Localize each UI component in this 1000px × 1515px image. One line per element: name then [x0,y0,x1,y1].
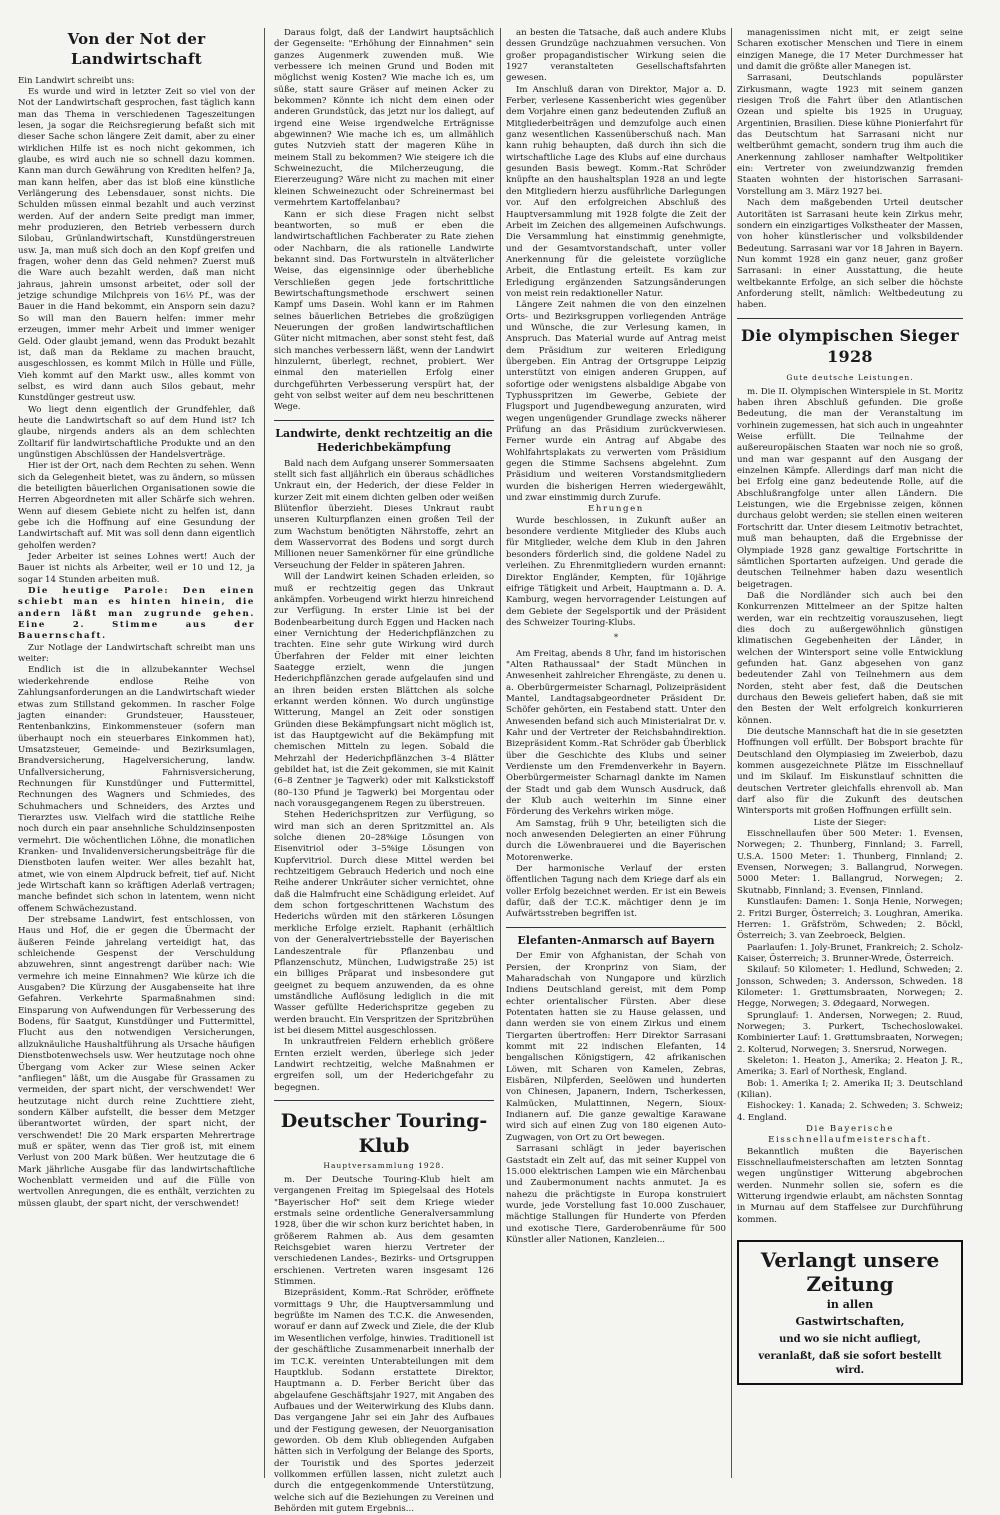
paragraph: Hier ist der Ort, nach dem Rechten zu sehen. Wenn sich da Gelegenheit bietet, was zu ändern, so müssen die beteiligten bäuerlichen Organisationen sowie die Herren Abgeordneten mit aller Schärfe sich wehren. Wenn auf diesem Gebiete nicht zu helfen ist, dann gebe ich die Hoffnung auf eine Gesundung der Landwirtschaft auf. Mit was soll denn dann eigentlich geholfen werden? [18,461,255,551]
paragraph: Im Anschluß daran von Direktor, Major a. D. Ferber, verlesene Kassenbericht wies gegenüber dem Vorjahre einen ganz bedeutenden Zufluß an Mitgliederbeiträgen und demzufolge auch einen ganz wesentlichen Kassenüberschuß nach. Man kann ruhig behaupten, daß durch ihn sich die wirtschaftliche Lage des Klubs auf eine durchaus gesunden Basis bewegt. Komm.-Rat Schröder knüpfte an den haushaltsplan 1928 an und legte den Mitgliedern hierzu ausführliche Darlegungen vor. Auf den erfolgreichen Abschluß des Hauptversammlung mit 1928 folgte die Zeit der Arbeit im Zeichen des allgemeinen Aufschwungs. Die Versammlung hat einstimmig genehmigte, und der Gesamtvorstandschaft, unter voller Anerkennung für die geleistete vorzügliche Arbeit, die Entlastung erteilt. Es kam zur Erledigung ergänzenden Satzungsänderungen von meist rein redaktioneller Natur. [506,84,726,299]
paragraph: Endlich ist die in allzubekannter Wechsel wiederkehrende endlose Reihe von Zahlungsanforderungen an die Landwirtschaft wieder etwas zum Stillstand gekommen. In rascher Folge jagten einander: Grundsteuer, Haussteuer, Rentenbankzins, Einkommensteuer (sofern man überhaupt noch ein steuerbares Einkommen hat), Umsatzsteuer, Gemeinde- und Bezirksumlagen, Brandversicherung, Hagelversicherung, landw. Unfallversicherung, Fahrnisversicherung, Rechnungen für Kunstdünger und Futtermittel, Rechnungen des Wagners und Schmiedes, des Schuhmachers und Schneiders, des Arztes und Tierarztes usw. Vielfach wird die stattliche Reihe noch durch ein paar ansehnliche Schuldzinsenposten vermehrt. Die wöchentlichen Löhne, die monatlichen Kranken- und Invalidenversicherungsbeiträge für die Dienstboten laufen weiter. Wer alles bezahlt hat, atmet, wie von einem Alpdruck befreit, tief auf. Nicht jede Wirtschaft kann so kräftigen Aderlaß vertragen; manche befindet sich schon in latentem, wenn nicht offenem Schwächezustand. [18,665,255,914]
paragraph: Nach dem maßgebenden Urteil deutscher Autoritäten ist Sarrasani heute kein Zirkus mehr, sondern ein einzigartiges Volkstheater der Massen, von hoher künstlerischer und volksbildender Bedeutung. Sarrasani war vor 18 Jahren in Bayern. Nun kommt 1928 ein ganz neuer, ganz großer Sarrasani: in einer Ausstattung, die heute weltbekannte Erfolge, an sich selber die höchste Anforderung stellt, nämlich: Weltbedeutung zu haben. [737,198,963,311]
result-item: Kunstlaufen: Damen: 1. Sonja Henie, Norwegen; 2. Fritzi Burger, Österreich; 3. Loughran, Amerika. Herren: 1. Gräfström, Schweden; 2. Böckl, Österreich; 3. van Zeebroeck, Belgien. [737,897,963,942]
paragraph: Daraus folgt, daß der Landwirt hauptsächlich der Gegenseite: "Erhöhung der Einnahmen" sein ganzes Augenmerk zuwenden muß. Wie verbessere ich meinen Grund und Boden mit möglichst wenig Kosten? Wie mache ich es, um süße, statt saure Gräser auf meinen Acker zu bekommen? Könnte ich nicht dem einen oder anderen Grundstück, das jetzt nur los daliegt, auf irgend eine Weise irgendwelche Erträgnisse abgewinnen? Wie mache ich es, um allmählich gutes Nutzvieh statt der mageren Kühe in meinem Stall zu bekommen? Wie steigere ich die Schweinezucht, die Milcherzeugung, die Eiererzeugung? Wäre nicht zu machen mit einer kleinen Schweinezucht oder Schreinermast bei vermehrtem Kartoffelanbau? [274,28,494,209]
section-divider [737,318,963,319]
paragraph: Daß die Nordländer sich auch bei den Konkurrenzen Mittelmeer an der Spitze halten werden, war ein rechtzeitig vorauszusehen, liegt dies doch zu außergewöhnlich günstigen klimatischen Gegebenheiten der Länder, in welchen der Wintersport seine volle Entwicklung gefunden hat. Ganz abgesehen von ganz bedeutender Zahl von Teilnehmern aus dem Norden, steht aber fest, daß die Deutschen durchaus den Beweis geliefert haben, daß sie mit den Besten der Welt erfolgreich konkurrieren können. [737,590,963,726]
article-subtitle: Hauptversammlung 1928. [323,1161,445,1171]
result-item: Paarlaufen: 1. Joly-Brunet, Frankreich; 2. Scholz-Kaiser, Österreich; 3. Brunner-Wrede, Österreich. [737,942,963,964]
result-item: Sprunglauf: 1. Andersen, Norwegen; 2. Ruud, Norwegen; 3. Purkert, Tschechoslowakei. Kombinierter Lauf: 1. Grøttumsbraaten, Norwegen; 2. Kolterud, Norwegen; 3. Snersrud, Norwegen. [737,1010,963,1055]
ad-line: Gastwirtschaften, [795,1314,905,1328]
result-item: Skilauf: 50 Kilometer: 1. Hedlund, Schweden; 2. Jonsson, Schweden; 3. Andersson, Schweden. 18 Kilometer: 1. Grøttumsbraaten, Norwegen; 2. Hegge, Norwegen; 3. Ødegaard, Norwegen. [737,965,963,1010]
winners-list-heading: Liste der Sieger: [813,817,887,828]
result-item: Eisschnellaufen über 500 Meter: 1. Evensen, Norwegen; 2. Thunberg, Finnland; 3. Farrell, U.S.A. 1500 Meter: 1. Thunberg, Finnland; 2. Evensen, Norwegen; 3. Ballangrud, Norwegen. 5000 Meter: 1. Ballangrud, Norwegen; 2. Skutnabb, Finnland; 3. Evensen, Finnland. [737,829,963,896]
ad-line: in allen [826,1298,874,1312]
column-4 [737,28,963,1478]
ad-line: veranlaßt, daß sie sofort bestellt wird. [758,1351,942,1376]
paragraph: Sarrasani, Deutschlands populärster Zirkusmann, wagte 1923 mit seinem ganzen riesigen Troß die Fahrt über den Atlantischen Ozean und spielte bis 1925 in Uruguay, Argentinien, Brasilien. Diese kühne Pionierfahrt für das Deutschtum hat Sarrasani nicht nur weltberühmt gemacht, sondern trug ihm auch die Anerkennung zahlloser namhafter Weltpolitiker ein: Vertreter von zweiundzwanzig fremden Staaten wohnten der historischen Sarrasani-Vorstellung am 3. März 1927 bei. [737,73,964,197]
result-item: Eishockey: 1. Kanada; 2. Schweden; 3. Schweiz; 4. England. [737,1101,963,1123]
column-divider [264,28,265,1478]
section-divider [274,420,494,421]
paragraph: m. Die II. Olympischen Winterspiele in St. Moritz haben ihren Abschluß gefunden. Die große Bedeutung, die man der Veranstaltung im vorhinein zugemessen, hat sich auch in ungeahnter Weise erfüllt. Die Teilnahme der außereuropäischen Staaten war noch nie so groß, und man war gespannt auf den Ausgang der einzelnen Kämpfe. Allerdings darf man nicht die bei Erfolg eine ganz bedeutende Rolle, auf die Abschlußrangfolge unter allen Ländern. Die Leistungen, wie die Ergebnisse zeigen, können durchaus gelobt werden; sie stellen einen weiteren Fortschritt dar. Unter diesem Leitmotiv betrachtet, muß man behaupten, daß die Ergebnisse der Olympiade 1928 ganz gewaltige Fortschritte in sämtlichen Sportarten aufzeigen. Und gerade die deutschen Teilnehmer haben dazu wesentlich beigetragen. [737,386,963,590]
column-3 [506,28,726,1478]
article-title-landwirtschaft: Von der Not der Landwirtschaft [67,30,206,68]
separator-star: * [613,633,619,644]
column-divider [731,28,732,1478]
article-title-hederich: Landwirte, denkt rechtzeitig an die Hederichbekämpfung [275,426,493,455]
column-1 [18,28,255,1478]
section-divider [274,1100,494,1101]
advertisement-box [737,1240,963,1385]
article-title-touring-klub: Deutscher Touring-Klub [280,1109,488,1158]
paragraph: In unkrautfreien Feldern erheblich größere Ernten erzielt werden, überlege sich jeder Landwirt rechtzeitig, welche Maßnahmen er ergreifen soll, um der Hederichgefahr zu begegnen. [274,1037,494,1093]
article-subtitle: Gute deutsche Leistungen. [786,372,914,382]
column-divider [500,28,501,1478]
paragraph: Sarrasani schlägt in jeder bayerischen Gaststadt ein Zelt auf, das mit seiner Kuppel von 15.000 elektrischen Lampen wie ein Märchenbau und Zaubermonument nachts anmutet. Ja es nahezu die prächtigste in Europa konstruiert wurde, jede Vorstellung fast 10.000 Zuschauer, mächtige Stallungen für Hunderte von Pferden und exotische Tiere, Garderobenräume für 500 Künstler aller Nationen, Kanzleien... [506,1144,726,1245]
paragraph: Bizepräsident, Komm.-Rat Schröder, eröffnete vormittags 9 Uhr, die Hauptversammlung und begrüßte im Namen des T.C.K. die Anwesenden, worauf er dann auf Zweck und Ziele, die der Klub im Wesentlichen verfolge, hinwies. Traditionell ist der geschäftliche Zusammenarbeit innerhalb der im T.C.K. vereinten Unterabteilungen mit dem Hauptklub. Sodann erstattete Direktor, Hauptmann a. D. Ferber Bericht über das abgelaufene Geschäftsjahr 1927, mit Angaben des Aufbaues und der Weiterwirkung des Klubs dann. Das vergangene Jahr sei ein Jahr des Aufbaues und der Festigung gewesen, der Neuorganisation geworden. Ob dem Klub obliegenden Aufgaben hätten sich in Verfolgung der Belange des Sports, der Touristik und des Sportes jederzeit vollkommen erfüllen lassen, nicht zuletzt auch durch die entgegenkommende Unterstützung, welche sich auf die Beziehungen zu Vereinen und Behörden mit gutem Ergebnis... [274,1288,494,1514]
paragraph: Jeder Arbeiter ist seines Lohnes wert! Auch der Bauer ist nichts als Arbeiter, weil er 10 und 12, ja sogar 14 Stunden arbeiten muß. [18,552,255,585]
paragraph: Wo liegt denn eigentlich der Grundfehler, daß heute die Landwirtschaft so auf dem Hund ist? Ich glaube, nirgends anders als an dem schlechten Zolltarif für landwirtschaftliche Produkte und an den ungünstigen Abschlüssen der Handelsverträge. [18,404,255,460]
paragraph: Zur Notlage der Landwirtschaft schreibt man uns weiter: [18,642,255,665]
paragraph: Am Samstag, früh 9 Uhr, beteiligten sich die noch anwesenden Delegierten an einer Führung durch die Löwenbrauerei und die Bayerischen Motorenwerke. [506,818,726,863]
meisterschaft-heading: Die Bayerische Eisschnellaufmeisterschaft. [768,1124,932,1146]
result-item: Bob: 1. Amerika I; 2. Amerika II; 3. Deutschland (Kilian). [737,1078,963,1101]
article-intro: Ein Landwirt schreibt uns: [18,75,135,86]
paragraph: Will der Landwirt keinen Schaden erleiden, so muß er rechtzeitig gegen das Unkraut ankämpfen. Vorbeugend wirkt hierzu hinreichend zur Verfügung. In erster Linie ist bei der Bodenbearbeitung durch Eggen und Hacken nach einer Vernichtung der Hederichpflänzchen zu trachten. Eine sehr gute Wirkung wird durch Überfahren der Felder mit einer leichten Saategge erzielt, wenn die jungen Hederichpflänzchen gerade aufgelaufen sind und an ihren beiden ersten Blättchen als solche erkannt werden können. Wo durch ungünstige Witterung, Mangel an Zeit oder sonstigen Gründen diese Bekämpfungsart nicht möglich ist, ist das Hauptgewicht auf die Bekämpfung mit chemischen Mitteln zu legen. Sobald die Mehrzahl der Hederichpflänzchen 3–4 Blätter gebildet hat, ist die Zeit gekommen, sie mit Kainit (6–8 Zentner je Tagwerk) oder mit Kalkstickstoff (80–130 Pfund je Tagwerk) bei Morgentau oder nach vorausgegangenem Regen zu überstreuen. [274,572,494,810]
paragraph: m. Der Deutsche Touring-Klub hielt am vergangenen Freitag im Spiegelsaal des Hotels "Bayerischer Hof" seit dem Kriege wieder erstmals seine ordentliche Generalversammlung 1928, über die wir schon kurz berichtet haben, in größerem Rahmen ab. Aus dem gesamten Reichsgebiet waren hierzu Vertreter der verschiedenen Landes-, Bezirks- und Ortsgruppen erschienen. Vertreten waren insgesamt 126 Stimmen. [274,1175,494,1288]
paragraph: Wurde beschlossen, in Zukunft außer an besondere verdiente Mitglieder des Klubs auch für Mitglieder, welche dem Klub in den Jahren besonders förderlich sind, die goldene Nadel zu verleihen. Zu Ehrenmitgliedern wurden ernannt: Direktor Engländer, Kempten, für 10jährige eifrige Tätigkeit und Arbeit, Hauptmann a. D. A. Kamburg, wegen hervorragender Leistungen auf dem Gebiete der Segelsportik und der Präsident des Schweizer Touring-Klubs. [506,515,726,628]
ehrungen-heading: Ehrungen [588,504,644,515]
ad-line: und wo sie nicht aufliegt, [779,1334,921,1346]
paragraph: Kann er sich diese Fragen nicht selbst beantworten, so muß er eben die landwirtschaftlichen Fachberater zu Rate ziehen oder Nachbarn, die als rationelle Landwirte bekannt sind. Das Fortwursteln in altväterlicher Weise, das eigensinnige oder überhebliche Verschließen gegen jede fortschrittliche Bewirtschaftungsmethode erschwert seinen Kampf ums Dasein. Wohl kann er im Rahmen seines bäuerlichen Betriebes die großzügigen Neuerungen der großen landwirtschaftlichen Güter nicht mitmachen, aber sonst steht fest, daß sich manches verbessern läßt, wenn der Landwirt hinzulernt, überlegt, rechnet, probiert. Wer einmal den materiellen Erfolg einer durchgeführten Verbesserung verspürt hat, der geht von selbst weiter auf dem neu beschrittenen Wege. [274,209,494,413]
paragraph: Am Freitag, abends 8 Uhr, fand im historischen "Alten Rathaussaal" der Stadt München in Anwesenheit zahlreicher Ehrengäste, zu denen u. a. Oberbürgermeister Scharnagl, Polizeipräsident Mantel, Landtagsabgeordneter Präsident Dr. Schöfer gehörten, ein Festabend statt. Unter den Anwesenden befand sich auch Ministerialrat Dr. v. Kahr und der Vertreter der Reichsbahndirektion. Bizepräsident Komm.-Rat Schröder gab Überblick über die Geschichte des Klubs und seiner Verdienste um den Fremdenverkehr in Bayern. Oberbürgermeister Scharnagl dankte im Namen der Stadt und gab dem Wunsch Ausdruck, daß der Klub auch weiterhin im Sinne einer Förderung des Verkehrs wirken möge. [506,648,726,818]
paragraph: Es wurde und wird in letzter Zeit so viel von der Not der Landwirtschaft gesprochen, fast täglich kann man das Thema in verschiedenen Tageszeitungen lesen, ja sogar die Reichsregierung befaßt sich mit dieser Sache schon längere Zeit damit, aber zu einer wirklichen Hilfe ist es noch nicht gekommen, ich glaube, es wird auch nie so schnell dazu kommen. Kann man durch Gewährung von Krediten helfen? Ja, man kann helfen, aber das ist bloß eine künstliche Verlängerung des Lebensdauer, sonst nichts. Die Schulden müssen einmal bezahlt und auch verzinst werden. Auf der andern Seite predigt man immer, mehr produzieren, den Betrieb verbessern durch Silobau, Grünlandwirtschaft, Kunstdüngerstreuen usw. Ja, man muß sich doch an den Kopf greifen und fragen, woher denn das Geld nehmen? Zuerst muß die Ware auch bezahlt werden, daß man nicht jahraus, jahrein umsonst arbeitet, oder soll der jetzige schundige Milchpreis von 16½ Pf., was der Bauer in die Hand bekommt, ein Ansporn sein dazu? So will man den Bauern helfen: immer mehr erzeugen, immer mehr Arbeit und immer weniger Geld. Oder glaubt jemand, wenn das Produkt bezahlt ist, daß man da Reklame zu machen braucht, ausgeschlossen, es kommt Milch in Hülle und Fülle, Vieh kommt auf den Markt usw., alles kommt von selbst, es wird dann auch Silos gebaut, mehr Kunstdünger gestreut usw. [18,86,255,404]
paragraph: Die deutsche Mannschaft hat die in sie gesetzten Hoffnungen voll erfüllt. Der Bobsport brachte für Deutschland den Olympiasieg im Zweierbob, dazu kommen ausgezeichnete Plätze im Eisschnellauf und im Skilauf. Im Eiskunstlauf schnitten die deutschen Vertreter gleichfalls ehrenvoll ab. Man darf also für die Zukunft des deutschen Wintersports mit großen Hoffnungen erfüllt sein. [737,727,963,817]
result-item: Skeleton: 1. Heaton J., Amerika; 2. Heaton J. R., Amerika; 3. Earl of Northesk, England. [737,1055,963,1078]
article-title-elefanten: Elefanten-Anmarsch auf Bayern [517,933,715,947]
section-divider [506,927,726,928]
paragraph: an besten die Tatsache, daß auch andere Klubs dessen Grundzüge nachzuahmen versuchen. Von großer propagandistischer Wirkung seien die 1927 veranstalteten Gesellschaftsfahrten gewesen. [506,28,726,84]
paragraph: Bekanntlich mußten die Bayerischen Eisschnellaufmeisterschaften am letzten Sonntag wegen ungünstiger Witterung abgebrochen werden. Nunmehr sollen sie, sofern es die Witterung irgendwie erlaubt, am nächsten Sonntag in Murnau auf dem Staffelsee zur Durchführung kommen. [737,1146,963,1225]
paragraph: Längere Zeit nahmen die von den einzelnen Orts- und Bezirksgruppen vorliegenden Anträge und Wünsche, die zur Verlesung kamen, in Anspruch. Das Material wurde auf Antrag meist dem Präsidium zur weiteren Erledigung übergeben. Ein Antrag der Ortsgruppe Leipzig unterstützt von einigen anderen Gruppen, auf sofortige oder wenigstens alsbaldige Abgabe von Typhusspritzen im Gewerbe, Gebiete der Flugsport und Jugendbewegung anzuraten, wird wegen ungenügender Grundlage zwecks näherer Prüfung an das Präsidium zurückverwiesen. Ferner wurde ein Antrag auf Abgabe des Wohlfahrtsplakats zu verwerten vom Präsidium gegen die Stimme Sachsens abgelehnt. Zum Präsidium und weiteren Vorstandsmitgliedern wurden die bisherigen Herren wiedergewählt, und zwar einstimmig durch Zurufe. [506,300,726,504]
column-2 [274,28,494,1514]
paragraph: managenissimen nicht mit, er zeigt seine Scharen exotischer Menschen und Tiere in einem einzigen Manege, die 17 Meter Durchmesser hat und damit die größte aller Manegen ist. [737,28,963,73]
paragraph: Bald nach dem Aufgang unserer Sommersaaten stellt sich fast alljährlich ein überaus schädliches Unkraut ein, der Hederich, der diese Felder in kurzer Zeit mit einem dichten gelben oder weißen Blütenflor überzieht. Dieses Unkraut raubt unseren Kulturpflanzen einen großen Teil der zum Wachstum benötigten Nährstoffe, zehrt an dem Wasservorrat des Bodens und sorgt durch Millionen neuer Samenkörner für eine gründliche Verseuchung der Felder in späteren Jahren. [274,458,494,571]
parole-heading: Die heutige Parole: Den einen schiebt man es hinten hinein, die andern läßt man zugrunde gehen. Eine 2. Stimme aus der Bauernschaft. [18,586,255,642]
paragraph: Stehen Hederichspritzen zur Verfügung, so wird man sich an deren Spritzmittel an. Als solche dienen 20–28%ige Lösungen von Eisenvitriol oder 3–5%ige Lösungen von Kupfervitriol. Durch diese Mittel werden bei rechtzeitigem Gebrauch Hederich und noch eine Reihe anderer Unkräuter sicher vernichtet, ohne daß die Halmfrucht eine Schädigung erleidet. Auf dem schon fortgeschrittenen Wachstum des Hederichs würden mit den stärkeren Lösungen merkliche Erfolge erzielt. Raphanit (erhältlich von der Generalvertriebsstelle der Bayerischen Landeszentrale für Pflanzenbau und Pflanzenschutz, München, Ludwigstraße 25) ist ein billiges Präparat und insbesondere gut geeignet zu bequem anzuwenden, da es ohne umständliche Auflösung lediglich in die mit Wasser gefüllte Hederichspritze gegeben zu werden braucht. Ein Verspritzen der Spritzbrühen ist bei diesem Mittel ausgeschlossen. [274,810,494,1036]
ad-headline: Verlangt unsere Zeitung [760,1248,940,1297]
paragraph: Der strebsame Landwirt, fest entschlossen, von Haus und Hof, die er gegen die Übermacht der äußeren Feinde jahrelang verteidigt hat, das schleichende Gespenst der Verschuldung abzuwehren, sinnt angestrengt darüber nach: Wie vermehre ich meine Einnahmen? Wie kürze ich die Ausgaben? Die Kürzung der Ausgabenseite hat ihre Gefahren. Verkehrte Sparmaßnahmen sind: Einsparung von Aufwendungen für Verbesserung des Bodens, für Saatgut, Kunstdünger und Futtermittel, Flucht aus den notwendigen Versicherungen, allzuknäuliche Haushaltführung als Ursache häufigen Dienstbotenwechsels usw. Wer heutzutage noch ohne Übergang vom Acker zur Wiese seinen Acker "anfliegen" läßt, um die Ausgabe für Grassamen zu vermeiden, der spart nicht, der verschwendet! Wer heutzutage nicht durch reine Zuchttiere zieht, sondern Kälber aufstellt, die besser dem Metzger überantwortet würden, der spart nicht, der verschwendet! Die 20 Mark ersparten Mehrertrage muß er später, wenn das Tier groß ist, mit einem Verlust von 200 Mark büßen. Wer heutzutage die 6 Mark jährliche Ausgabe für das landwirtschaftliche Wochenblatt vermeiden und auf die Fülle von wertvollen Anregungen, die es enthält, verzichten zu müssen glaubt, der spart nicht, der verschwendet! [18,915,255,1209]
paragraph: Der harmonische Verlauf der ersten öffentlichen Tagung nach dem Kriege darf als ein voller Erfolg bezeichnet werden. Er ist ein Beweis dafür, daß der T.C.K. mächtiger denn je im Aufwärtsstreben begriffen ist. [506,864,726,920]
paragraph: Der Emir von Afghanistan, der Schah von Persien, der Kronprinz von Siam, der Maharadschah von Nungapore und kürzlich Indiens Deutschland gereist, mit dem Pomp echter orientalischer Fürsten. Aber diese Potentaten hatten sie zu Hause gelassen, und dann werden sie von einem Zirkus und einem Tiergarten übertroffen: Herr Direktor Sarrasani kommt mit 22 indischen Elefanten, 14 bengalischen Königstigern, 42 afrikanischen Löwen, mit Scharen von Kamelen, Zebras, Eisbären, Nilpferden, Seelöwen und hunderten von Chinesen, Japanern, Indern, Tscherkessen, Kalmücken, Mulattinnen, Negern, Sioux-Indianern auf. Die ganze gewaltige Karawane wird sich auf einen Zug von 180 eigenen Auto-Zugwagen, von Ort zu Ort bewegen. [506,951,726,1143]
article-title-olympia: Die olympischen Sieger 1928 [741,325,959,366]
